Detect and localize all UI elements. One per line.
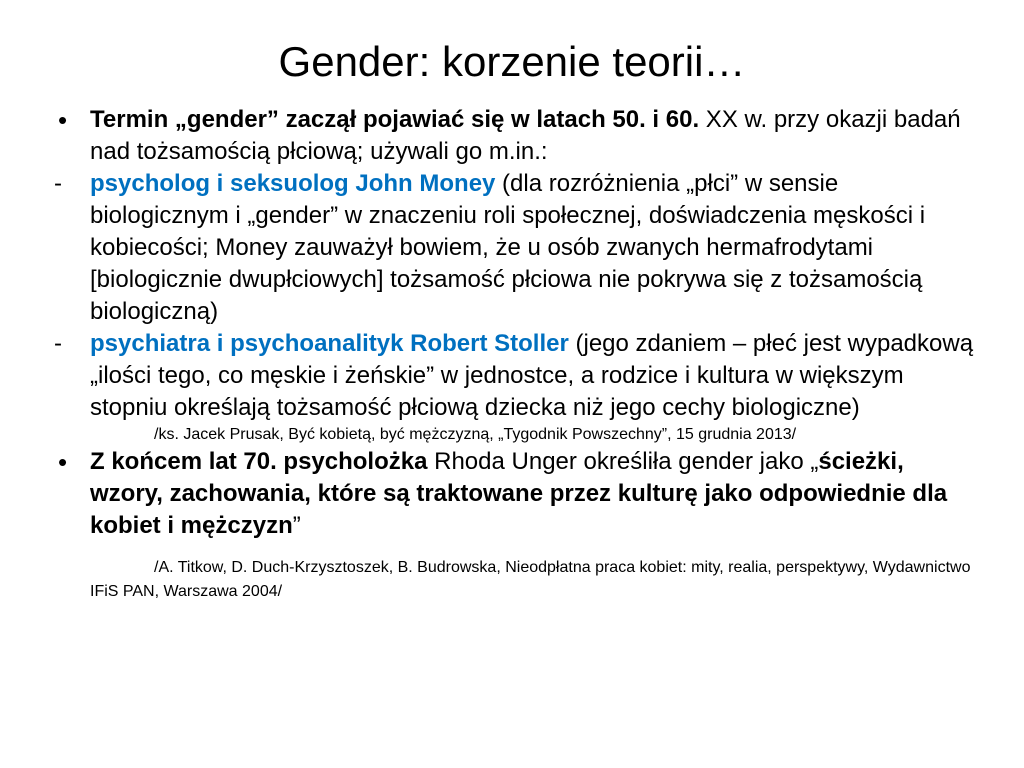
item-text: XX w. przy okazji badań nad tożsamością płciową; używali go m.in.:: [90, 106, 961, 165]
item-text: (jego zdaniem – płeć jest wypadkową „ilości tego, co męskie i żeńskie” w jednostce, a rodzice i kultura w większym stopniu określają tożsamość płciową dziecka niż jego cechy biologiczne): [90, 330, 974, 421]
slide-title: Gender: korzenie teorii…: [278, 38, 746, 85]
item-text-closing: ”: [292, 512, 301, 539]
list-item: [50, 168, 980, 328]
citation: [50, 556, 980, 604]
item-text: Rhoda Unger określiła gender jako „: [427, 448, 819, 475]
item-text: (dla rozróżnienia „płci” w sensie biologicznym i „gender” w znaczeniu roli społecznej, doświadczenia męskości i kobiecości; Money zauważył bowiem, że u osób zwanych hermafrodytami [biologicznie dwupłciowych] tożsamość płciowa nie pokrywa się z tożsamością biologiczną): [90, 170, 926, 325]
citation: /ks. Jacek Prusak, Być kobietą, być mężczyzną, „Tygodnik Powszechny”, 15 grudnia 2013/: [154, 426, 797, 443]
list-item: [50, 446, 980, 542]
citation-text: /A. Titkow, D. Duch-Krzysztoszek, B. Budrowska, Nieodpłatna praca kobiet: mity, realia, perspektywy, Wydawnictwo IFiS PAN, Warszawa 2004/: [90, 559, 971, 600]
item-highlight-text: psychiatra i psychoanalityk Robert Stoller: [90, 330, 569, 357]
item-bold-text: Termin „gender” zaczął pojawiać się w latach 50. i 60.: [90, 106, 700, 133]
bullet-marker: •: [58, 447, 68, 477]
slide-content: [50, 104, 980, 604]
list-item: [50, 104, 980, 168]
item-bold-text: Z końcem lat 70. psycholożka: [90, 448, 428, 475]
dash-marker: -: [54, 330, 62, 357]
item-bold-quote: ścieżki, wzory, zachowania, które są traktowane przez kulturę jako odpowiednie dla kobiet i mężczyzn: [90, 448, 948, 539]
dash-marker: -: [54, 170, 62, 197]
bullet-marker: •: [58, 105, 68, 135]
item-highlight-text: psycholog i seksuolog John Money: [90, 170, 496, 197]
list-item: [50, 328, 980, 424]
